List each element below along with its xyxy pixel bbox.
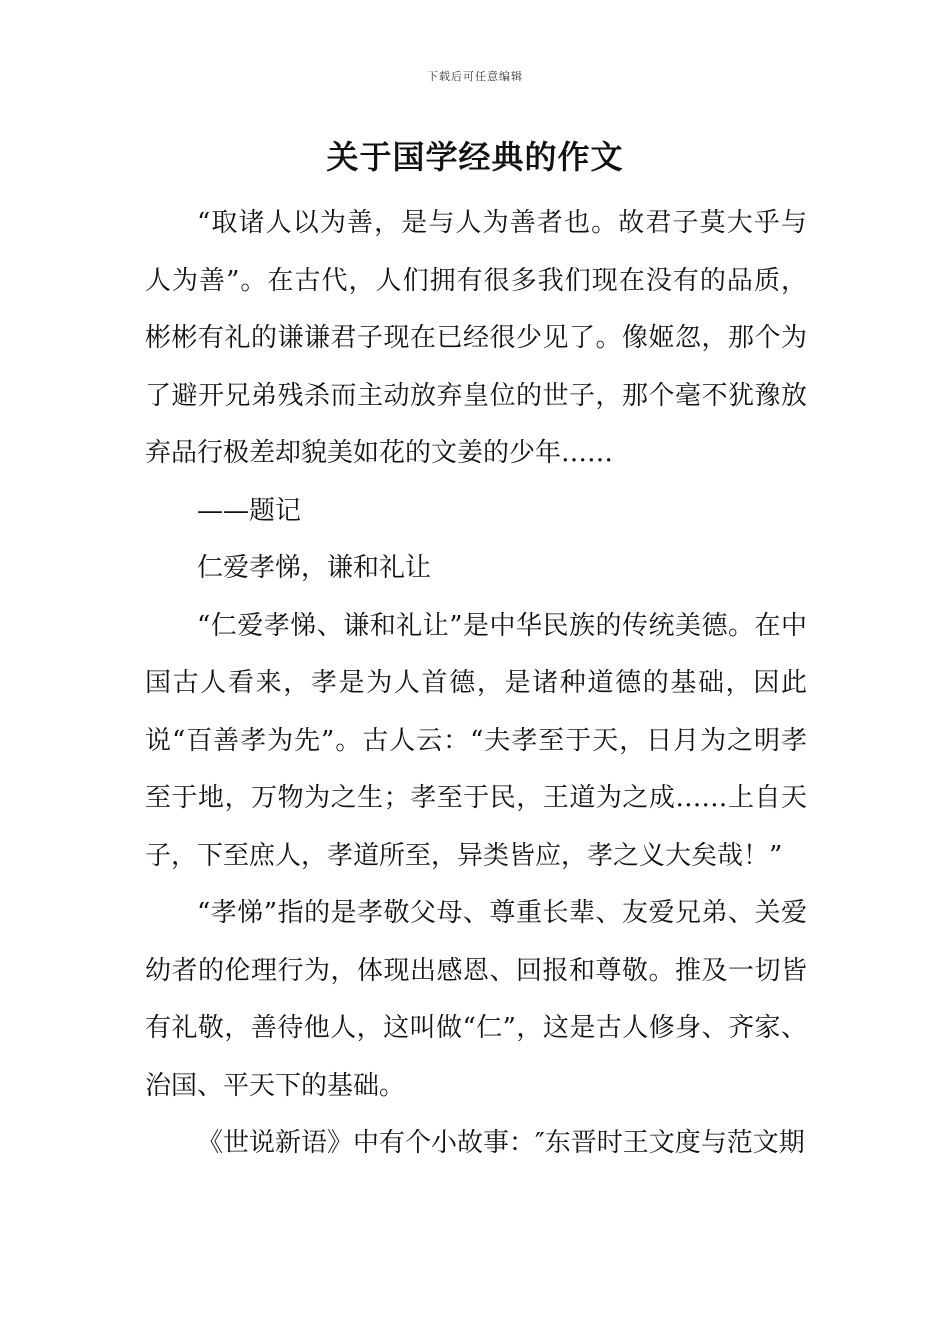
paragraph-filial-piety: “仁爱孝悌、谦和礼让”是中华民族的传统美德。在中国古人看来，孝是为人首德，是诸种道德的基础，因此说“百善孝为先”。古人云：“夫孝至于天，日月为之明孝至于地，万物为之生；孝至于民，王道为之成……上自天子，下至庶人，孝道所至，异类皆应，孝之义大矣哉！” xyxy=(145,610,807,871)
document-title: 关于国学经典的作文 xyxy=(326,138,624,176)
section-heading: 仁爱孝悌，谦和礼让 xyxy=(197,553,432,583)
document-body xyxy=(145,195,807,1173)
paragraph-epigraph-attribution: ——题记 xyxy=(197,495,302,526)
paragraph-epigraph: “取诸人以为善，是与人为善者也。故君子莫大乎与人为善”。在古代，人们拥有很多我们现在没有的品质，彬彬有礼的谦谦君子现在已经很少见了。像姬忽，那个为了避开兄弟残杀而主动放弃皇位的世子，那个毫不犹豫放弃品行极差却貌美如花的文姜的少年…… xyxy=(145,208,807,468)
page-header-note: 下载后可任意编辑 xyxy=(427,70,523,83)
paragraph-xiaoti-definition: “孝悌”指的是孝敬父母、尊重长辈、友爱兄弟、关爱幼者的伦理行为，体现出感恩、回报和尊敬。推及一切皆有礼敬，善待他人，这叫做“仁”，这是古人修身、齐家、治国、平天下的基础。 xyxy=(145,898,807,1101)
paragraph-shishuo-story: 《世说新语》中有个小故事：″东晋时王文度与范文期 xyxy=(197,1128,805,1158)
